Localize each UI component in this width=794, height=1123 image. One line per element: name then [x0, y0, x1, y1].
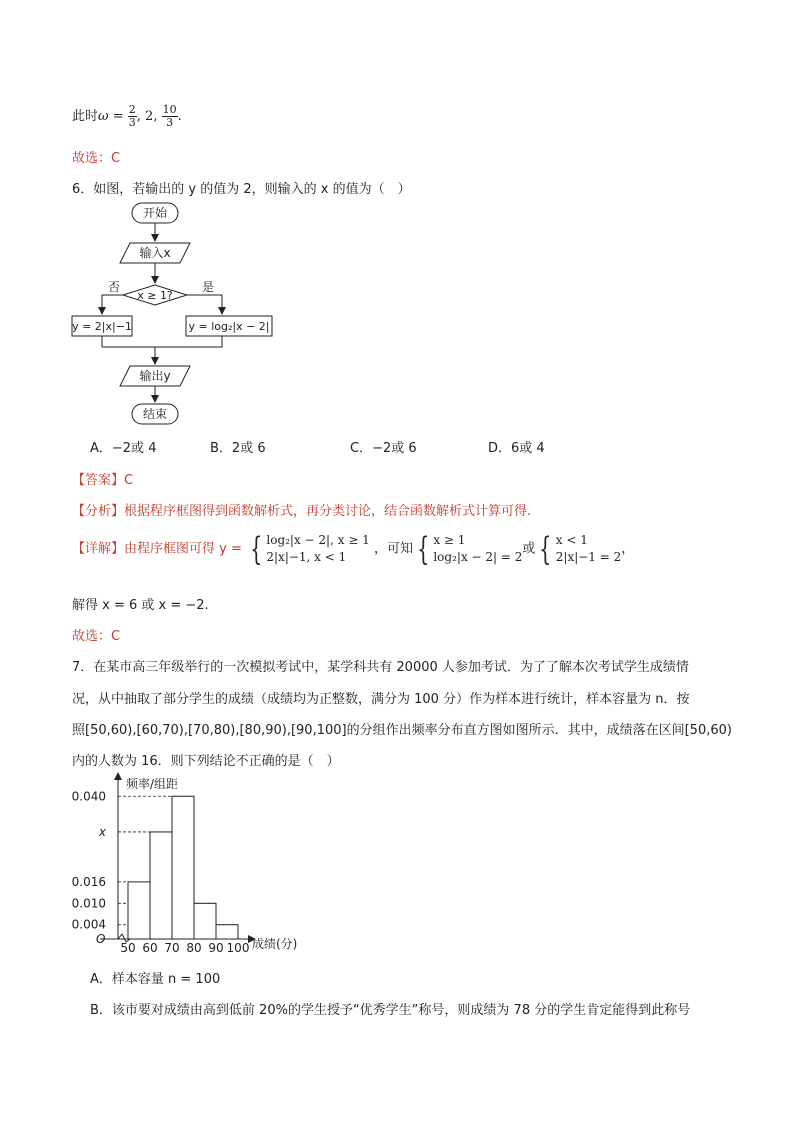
- origin-label: O: [96, 932, 106, 946]
- left-brace: {: [250, 530, 263, 568]
- omega-mid: , 2,: [136, 109, 162, 124]
- y-tick-label: 0.004: [71, 917, 106, 932]
- q6-option-d: D．6或 4: [488, 441, 545, 456]
- q7-option-b: B．该市要对成绩由高到低前 20%的学生授予“优秀学生”称号，则成绩为 78 分的学生肯定能得到此称号: [90, 1003, 691, 1018]
- q6-final: 故选：C: [72, 629, 121, 644]
- q7-option-a: A．样本容量 n = 100: [90, 972, 221, 987]
- histogram-bar: [194, 903, 216, 939]
- y-tick-label: 0.040: [71, 789, 106, 804]
- fraction-10-3: $\frac{10}{3}$: [162, 103, 177, 129]
- histogram-bar: [128, 882, 150, 939]
- q6-answer-line: [72, 469, 133, 488]
- flow-yes-label: 是: [201, 280, 215, 294]
- q7-line-2: 况，从中抽取了部分学生的成绩（成绩均为正整数，满分为 100 分）作为样本进行统计，样本容量为 n．按: [72, 692, 690, 707]
- q6-option-c: C．−2或 6: [350, 441, 417, 456]
- histogram-bar: [172, 796, 194, 939]
- q6-option-b: B．2或 6: [210, 441, 266, 456]
- flow-no-label: 否: [107, 280, 121, 294]
- y-tick-label: 0.010: [71, 896, 106, 911]
- flow-cond-label: x ≥ 1?: [137, 289, 173, 302]
- flow-start-label: 开始: [142, 206, 168, 220]
- answer-value: C: [124, 473, 134, 488]
- y-tick-label: x: [98, 824, 106, 839]
- x-tick-label: 60: [142, 941, 158, 955]
- q6-stem: 6．如图，若输出的 y 的值为 2，则输入的 x 的值为（ ）: [72, 182, 411, 197]
- detail-prefix: 由程序框图可得 y =: [124, 541, 242, 557]
- omega-symbol: ω: [98, 109, 109, 124]
- prev-answer: 故选：C: [72, 151, 121, 166]
- flow-right-label: y = log₂|x − 2|: [188, 320, 270, 333]
- y-axis-arrow: [114, 772, 122, 780]
- flow-end-label: 结束: [142, 407, 168, 421]
- q6-detail-line: [72, 532, 634, 566]
- omega-prefix: 此时: [72, 109, 99, 124]
- y-axis-label: 频率/组距: [126, 777, 179, 791]
- flow-input-label: 输入x: [139, 246, 171, 260]
- q7-line-4: 内的人数为 16．则下列结论不正确的是（ ）: [72, 754, 340, 769]
- left-brace: {: [417, 530, 430, 568]
- left-brace: {: [539, 530, 552, 568]
- x-axis-label: 成绩(分): [252, 937, 298, 951]
- detail-or: 或: [522, 541, 536, 557]
- analysis-tag: 【分析】: [72, 504, 125, 519]
- case-system-1: x ≥ 1 log₂|x − 2| = 2: [433, 533, 523, 564]
- x-tick-label: 50: [120, 941, 136, 955]
- q7-line-3: 照[50,60),[60,70),[70,80),[80,90),[90,100]的分组作出频率分布直方图如图所示．其中，成绩落在区间[50,60): [72, 723, 732, 738]
- x-tick-label: 80: [186, 941, 202, 955]
- fraction-2-3: $\frac{2}{3}$: [128, 103, 136, 129]
- answer-tag: 【答案】: [72, 473, 125, 488]
- q6-option-a: A．−2或 4: [90, 441, 157, 456]
- detail-end: ，: [621, 541, 635, 557]
- detail-mid: ，可知: [373, 541, 413, 557]
- case-system-2: x < 1 2|x|−1 = 2: [555, 533, 622, 564]
- histogram-bar: [216, 925, 238, 939]
- detail-tag: 【详解】: [72, 541, 125, 557]
- x-tick-label: 100: [226, 941, 250, 955]
- omega-end: .: [177, 109, 182, 124]
- omega-eq: =: [108, 109, 128, 124]
- flowchart: [0, 0, 794, 440]
- x-tick-label: 90: [208, 941, 224, 955]
- q6-analysis-line: [72, 500, 531, 519]
- x-tick-label: 70: [164, 941, 180, 955]
- histogram-bar: [150, 832, 172, 939]
- histogram: [0, 770, 330, 960]
- y-tick-label: 0.016: [71, 874, 106, 889]
- q7-line-1: 7．在某市高三年级举行的一次模拟考试中，某学科共有 20000 人参加考试．为了了解本次考试学生成绩情: [72, 660, 689, 675]
- q6-solve: 解得 x = 6 或 x = −2.: [72, 598, 209, 613]
- analysis-text: 根据程序框图得到函数解析式，再分类讨论，结合函数解析式计算可得.: [124, 504, 532, 519]
- piecewise-function: log₂|x − 2|, x ≥ 1 2|x|−1, x < 1: [266, 533, 370, 564]
- flow-output-label: 输出y: [139, 369, 171, 383]
- flow-left-label: y = 2|x|−1: [72, 320, 132, 333]
